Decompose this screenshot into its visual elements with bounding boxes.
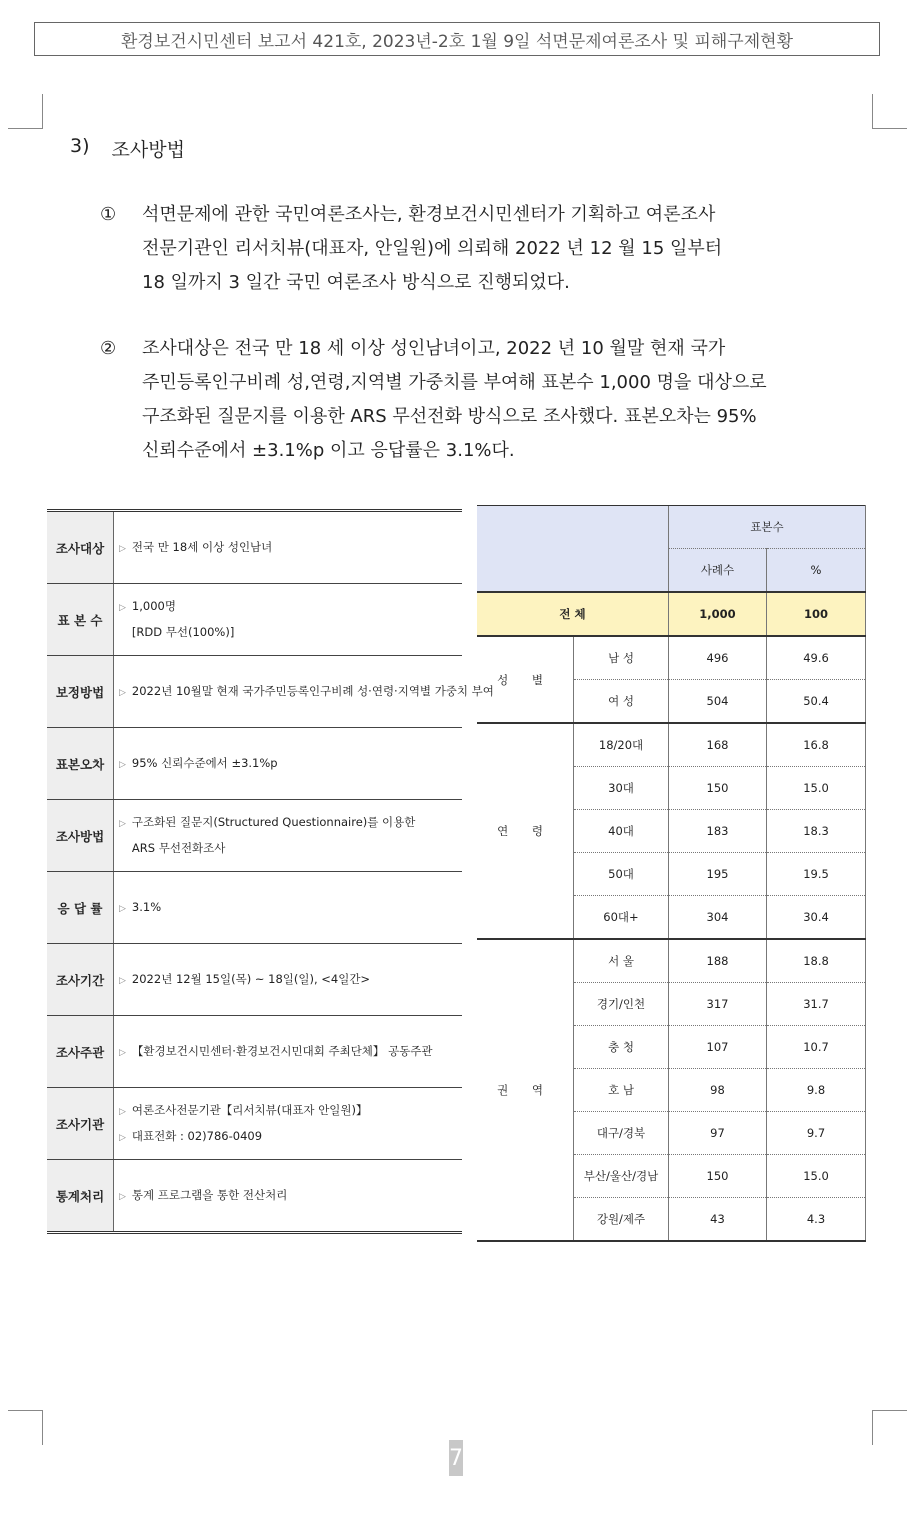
survey-row-label: 조사방법 — [47, 800, 114, 871]
value-text: 통계 프로그램을 통한 전산처리 — [131, 1187, 288, 1202]
survey-row — [47, 1016, 462, 1088]
paragraph-2 — [100, 332, 767, 468]
bullet-triangle-icon: ▷ — [119, 687, 126, 698]
group-label: 권 역 — [477, 939, 574, 1241]
row-label: 서 울 — [574, 939, 669, 983]
paragraph-1 — [100, 198, 722, 300]
value-text: 2022년 12월 15일(목) ~ 18일(일), <4일간> — [131, 971, 371, 986]
row-percent: 18.8 — [767, 939, 866, 983]
group-label: 성 별 — [477, 636, 574, 723]
survey-row-value — [114, 1160, 287, 1231]
survey-row — [47, 944, 462, 1016]
bullet-triangle-icon: ▷ — [119, 1106, 126, 1117]
survey-row-value — [114, 944, 370, 1015]
survey-row-value — [114, 1016, 433, 1087]
row-count: 304 — [669, 896, 767, 940]
value-text: [RDD 무선(100%)] — [131, 624, 235, 639]
survey-row-label: 조사대상 — [47, 512, 114, 583]
value-line — [119, 751, 278, 777]
bullet-triangle-icon: ▷ — [119, 602, 126, 613]
row-count: 188 — [669, 939, 767, 983]
value-line — [119, 836, 415, 862]
row-percent: 9.8 — [767, 1069, 866, 1112]
row-label: 40대 — [574, 810, 669, 853]
bullet-triangle-icon: ▷ — [119, 818, 126, 829]
row-percent: 31.7 — [767, 983, 866, 1026]
row-count: 168 — [669, 723, 767, 767]
value-line — [119, 967, 370, 993]
page-number: 7 — [449, 1440, 463, 1476]
survey-row — [47, 656, 494, 728]
survey-overview-table — [47, 509, 494, 1234]
row-label: 대구/경북 — [574, 1112, 669, 1155]
row-percent: 50.4 — [767, 680, 866, 724]
row-count: 195 — [669, 853, 767, 896]
survey-row — [47, 584, 462, 656]
row-percent: 10.7 — [767, 1026, 866, 1069]
survey-row-value — [114, 1088, 368, 1159]
value-text: 3.1% — [131, 899, 162, 914]
value-text: 구조화된 질문지(Structured Questionnaire)를 이용한 — [131, 814, 416, 829]
row-label: 18/20대 — [574, 723, 669, 767]
survey-row-label: 보정방법 — [47, 656, 114, 727]
value-line — [119, 679, 494, 705]
row-count: 150 — [669, 767, 767, 810]
survey-row-label: 조사기관 — [47, 1088, 114, 1159]
paragraph-marker: ② — [100, 338, 117, 359]
row-count: 496 — [669, 636, 767, 680]
table-row — [477, 939, 866, 983]
value-line — [119, 1124, 368, 1150]
row-label: 부산/울산/경남 — [574, 1155, 669, 1198]
survey-row-label: 조사기간 — [47, 944, 114, 1015]
value-line — [119, 620, 234, 646]
row-percent: 16.8 — [767, 723, 866, 767]
paragraph-text: 조사대상은 전국 만 18 세 이상 성인남녀이고, 2022 년 10 월말 현재 국가 주민등록인구비례 성,연령,지역별 가중치를 부여해 표본수 1,000 명을 대상으로 구조화된 질문지를 이용한 ARS 무선전화 방식으로 조사했다. 표본오차는 95% 신뢰수준에서 ±3.1%p 이고 응답률은 3.1%다. — [142, 338, 767, 461]
value-line — [119, 1098, 368, 1124]
table-corner — [477, 506, 669, 593]
survey-row-value — [114, 656, 494, 727]
crop-mark-bottom-right — [872, 1410, 907, 1445]
row-percent: 9.7 — [767, 1112, 866, 1155]
survey-row-label: 통계처리 — [47, 1160, 114, 1231]
crop-mark-bottom-left — [8, 1410, 43, 1445]
sample-distribution-table — [477, 505, 866, 1242]
survey-row-label: 조사주관 — [47, 1016, 114, 1087]
survey-row — [47, 800, 462, 872]
row-count: 317 — [669, 983, 767, 1026]
row-label: 강원/제주 — [574, 1198, 669, 1242]
row-label: 30대 — [574, 767, 669, 810]
bullet-triangle-icon: ▷ — [119, 903, 126, 914]
survey-row-label: 응 답 률 — [47, 872, 114, 943]
row-label: 남 성 — [574, 636, 669, 680]
table-row — [477, 723, 866, 767]
header-percent: % — [767, 549, 866, 593]
survey-row — [47, 1088, 462, 1160]
section-heading — [70, 135, 185, 162]
survey-row-value — [114, 584, 234, 655]
total-count: 1,000 — [669, 592, 767, 636]
row-percent: 4.3 — [767, 1198, 866, 1242]
row-label: 50대 — [574, 853, 669, 896]
survey-row-value — [114, 728, 278, 799]
row-label: 경기/인천 — [574, 983, 669, 1026]
value-line — [119, 594, 234, 620]
value-text: 1,000명 — [131, 598, 176, 613]
value-line — [119, 1039, 433, 1065]
value-text: 대표전화 : 02)786-0409 — [131, 1128, 263, 1143]
survey-row-label: 표 본 수 — [47, 584, 114, 655]
section-title: 조사방법 — [111, 139, 185, 161]
row-label: 60대+ — [574, 896, 669, 940]
survey-row-label: 표본오차 — [47, 728, 114, 799]
survey-row-value — [114, 512, 272, 583]
value-text: 여론조사전문기관【리서치뷰(대표자 안일원)】 — [131, 1102, 368, 1117]
value-text: ARS 무선전화조사 — [131, 840, 226, 855]
header-count: 사례수 — [669, 549, 767, 593]
group-label: 연 령 — [477, 723, 574, 939]
row-count: 107 — [669, 1026, 767, 1069]
row-count: 183 — [669, 810, 767, 853]
value-text: 【환경보건시민센터·환경보건시민대회 주최단체】 공동주관 — [131, 1043, 433, 1058]
survey-row — [47, 872, 462, 944]
row-percent: 15.0 — [767, 767, 866, 810]
row-count: 98 — [669, 1069, 767, 1112]
survey-row — [47, 728, 462, 800]
survey-row-value — [114, 872, 161, 943]
bullet-triangle-icon: ▷ — [119, 1191, 126, 1202]
row-percent: 15.0 — [767, 1155, 866, 1198]
crop-mark-top-right — [872, 94, 907, 129]
survey-row — [47, 1160, 462, 1231]
row-label: 충 청 — [574, 1026, 669, 1069]
bullet-triangle-icon: ▷ — [119, 543, 126, 554]
survey-row-value — [114, 800, 415, 871]
row-percent: 19.5 — [767, 853, 866, 896]
value-text: 전국 만 18세 이상 성인남녀 — [131, 539, 273, 554]
bullet-triangle-icon: ▷ — [119, 1047, 126, 1058]
section-number: 3) — [70, 135, 90, 157]
paragraph-marker: ① — [100, 204, 117, 225]
value-text: 2022년 10월말 현재 국가주민등록인구비례 성·연령·지역별 가중치 부여 — [131, 683, 494, 698]
row-count: 43 — [669, 1198, 767, 1242]
total-label: 전 체 — [477, 592, 669, 636]
value-line — [119, 535, 272, 561]
row-percent: 30.4 — [767, 896, 866, 940]
row-count: 97 — [669, 1112, 767, 1155]
bullet-triangle-icon: ▷ — [119, 759, 126, 770]
header-sample-size: 표본수 — [669, 506, 866, 549]
value-line — [119, 810, 415, 836]
row-percent: 18.3 — [767, 810, 866, 853]
value-line — [119, 1183, 287, 1209]
running-header: 환경보건시민센터 보고서 421호, 2023년-2호 1월 9일 석면문제여론조사 및 피해구제현황 — [34, 22, 880, 56]
value-text: 95% 신뢰수준에서 ±3.1%p — [131, 755, 278, 770]
row-count: 150 — [669, 1155, 767, 1198]
survey-row — [47, 512, 462, 584]
bullet-triangle-icon: ▷ — [119, 975, 126, 986]
row-count: 504 — [669, 680, 767, 724]
value-line — [119, 895, 161, 921]
crop-mark-top-left — [8, 94, 43, 129]
row-percent: 49.6 — [767, 636, 866, 680]
bullet-triangle-icon: ▷ — [119, 1132, 126, 1143]
row-label: 호 남 — [574, 1069, 669, 1112]
table-row — [477, 636, 866, 680]
row-label: 여 성 — [574, 680, 669, 724]
total-percent: 100 — [767, 592, 866, 636]
paragraph-text: 석면문제에 관한 국민여론조사는, 환경보건시민센터가 기획하고 여론조사 전문기관인 리서치뷰(대표자, 안일원)에 의뢰해 2022 년 12 월 15 일부터 18 일까지 3 일간 국민 여론조사 방식으로 진행되었다. — [142, 204, 723, 293]
